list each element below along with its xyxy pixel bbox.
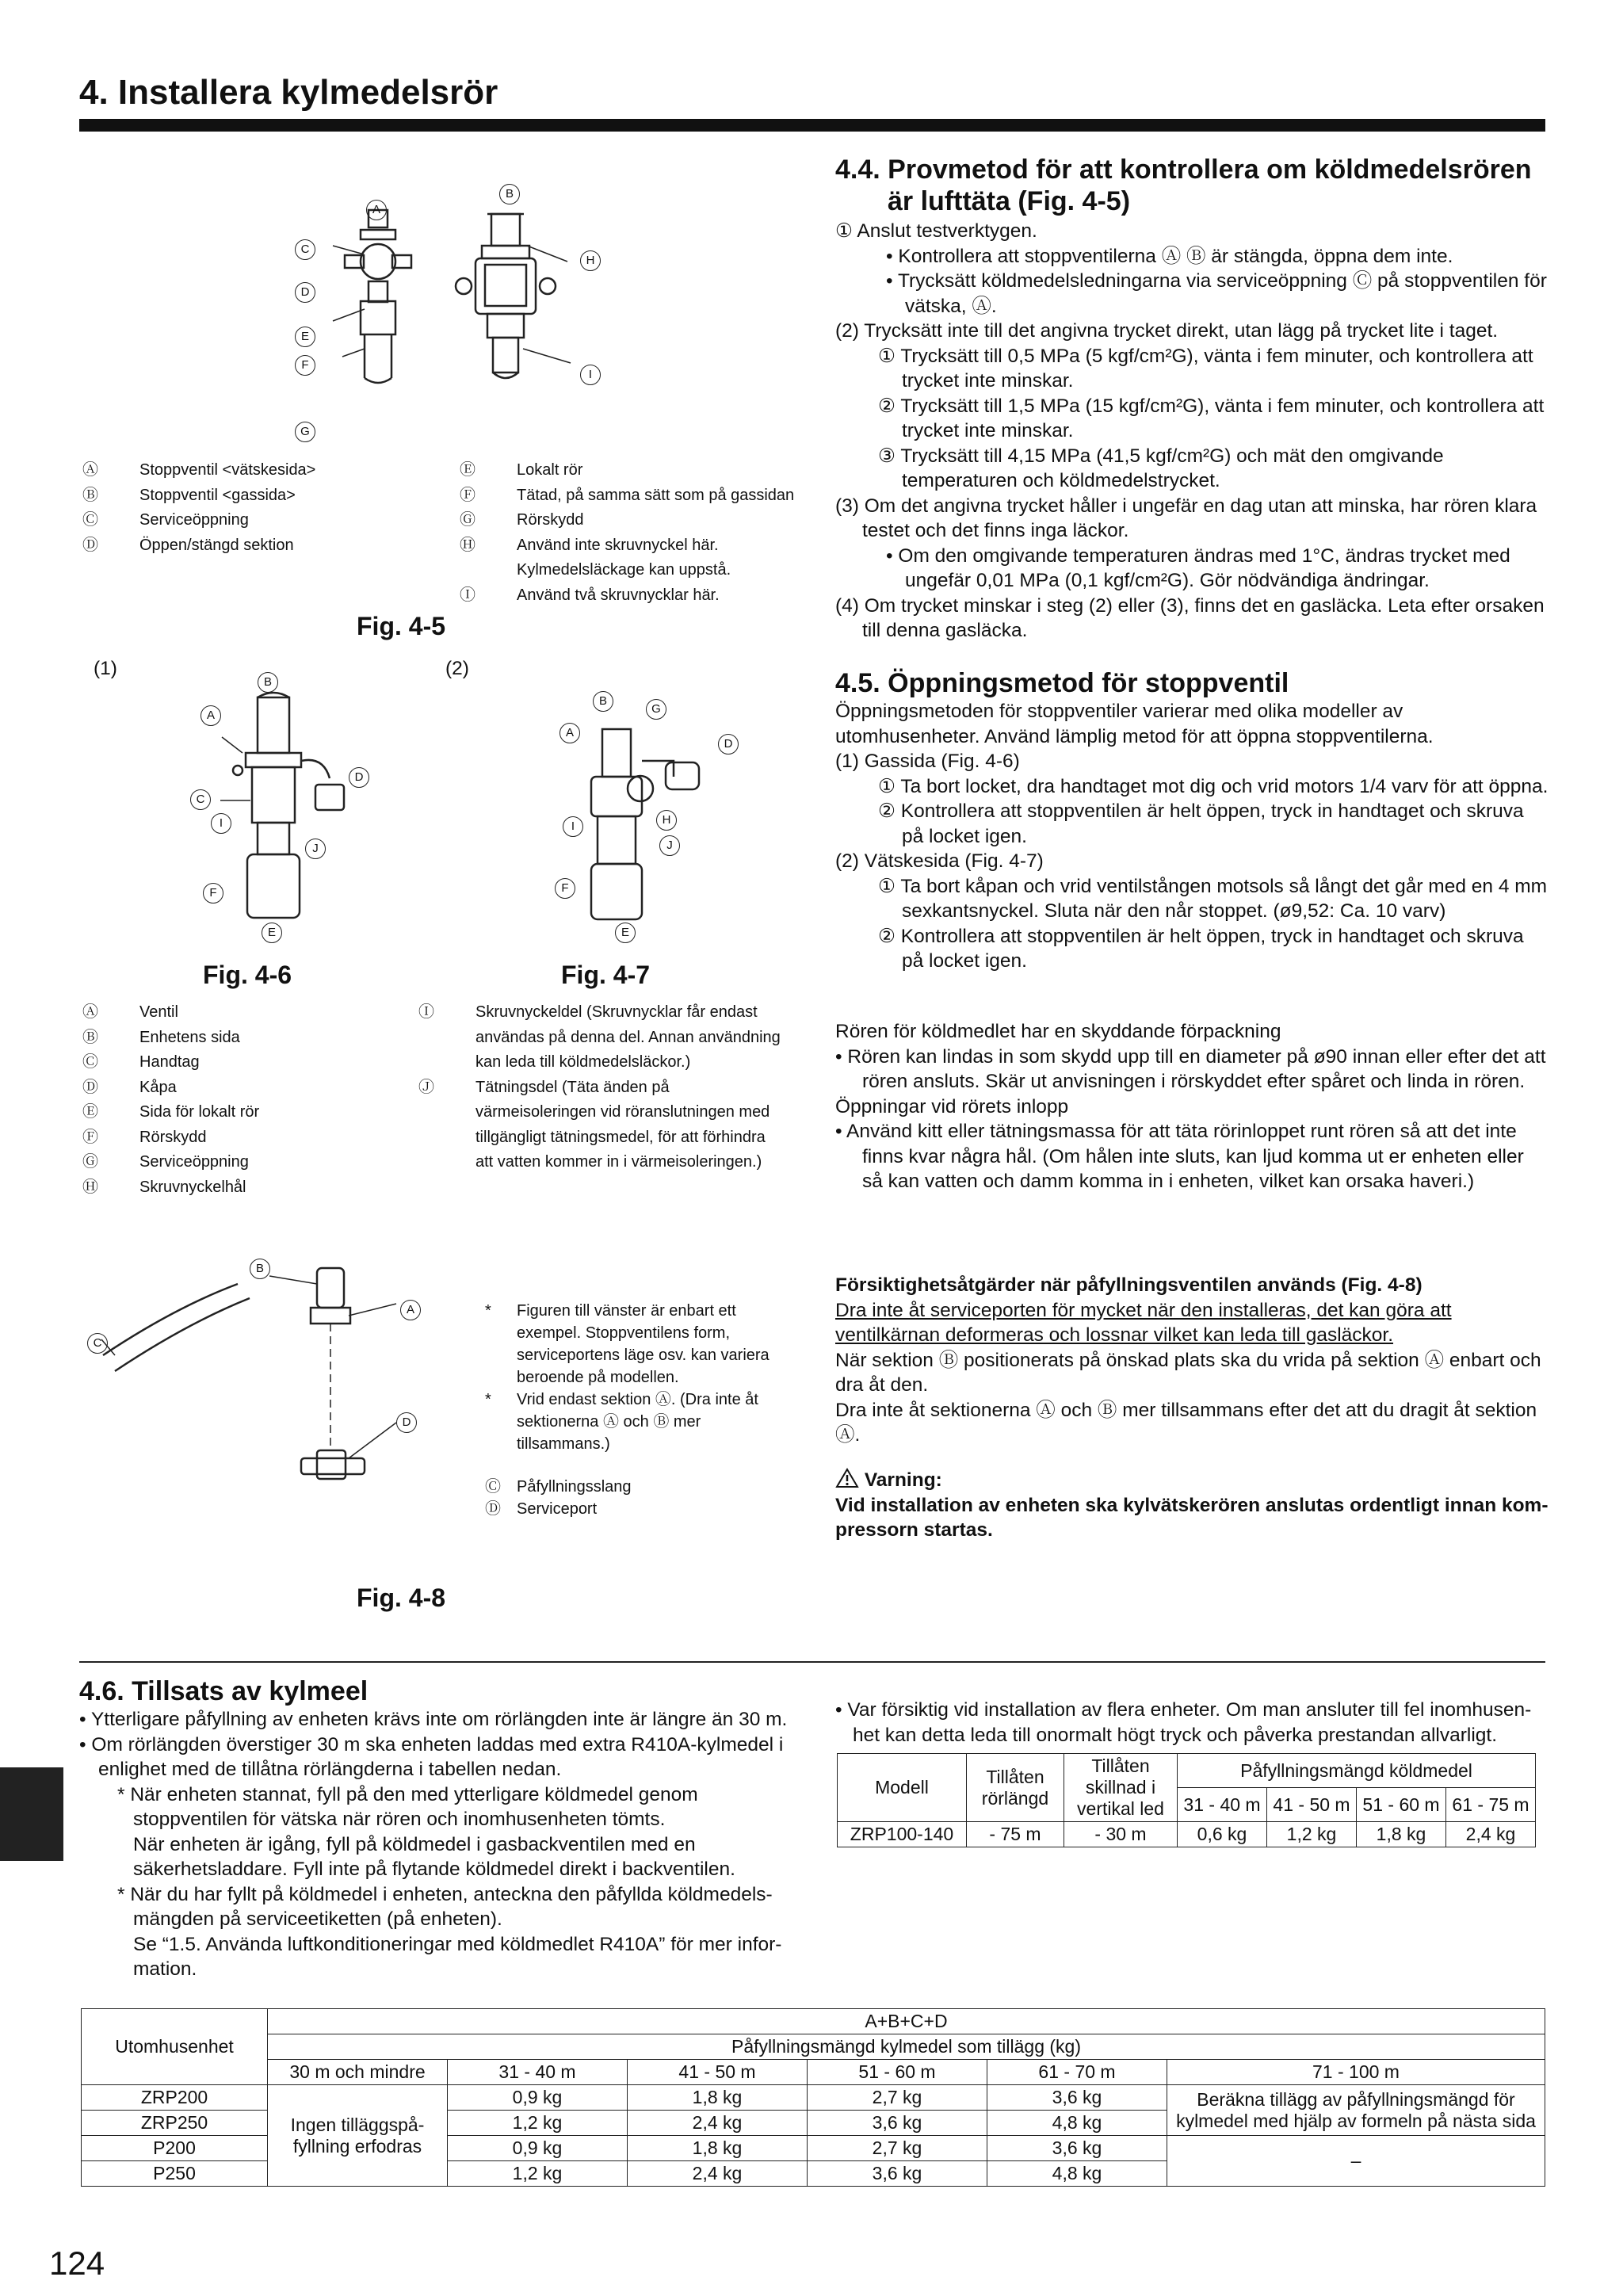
t2-cell: 4,8 kg [987,2111,1167,2136]
t2-cell-unit: P200 [82,2136,268,2161]
fig47-callout-b: B [593,691,613,712]
fig46-caption: Fig. 4-6 [203,961,292,989]
t2-cell: 3,6 kg [808,2161,987,2187]
fig47-callout-j: J [659,835,680,856]
fig48-callout-b: B [250,1259,270,1279]
table-row [82,2085,1545,2111]
fig45-callout-c: C [295,239,315,260]
header-rule [79,119,1545,132]
fig467-legend-right: Ⓘ Skruvnyckeldel (Skruvnycklar får endast användas på denna del. Annan användning kan leda till köldmedelsläckor.) Ⓙ Tätningsdel (Täta änden på värmeisoleringen vid röranslutningen med tillgängligt tätningsmedel, för att förhindra att vatten kommer in i värmeisoleringen.) [418,1003,781,1171]
fig46-callout-c: C [190,789,211,810]
fig45-callout-f: F [295,355,315,376]
t1-header-fill: Påfyllningsmängd köldmedel [1178,1754,1536,1788]
fig46-callout-e: E [262,923,282,943]
t2-cell: 4,8 kg [987,2161,1167,2187]
fig47-callout-d: D [718,734,739,755]
t2-cell: 3,6 kg [987,2136,1167,2161]
t1-cell: 2,4 kg [1446,1822,1536,1847]
fig45-legend-left: Ⓐ Stoppventil <vätskesida> Ⓑ Stoppventil <gassida> Ⓒ Serviceöppning Ⓓ Öppen/stängd sektion [82,461,316,554]
t1-cell: - 30 m [1064,1822,1178,1847]
t2-cell-unit: P250 [82,2161,268,2187]
t2-range: 31 - 40 m [448,2060,628,2085]
fig48-callout-d: D [396,1412,417,1433]
t2-range: 41 - 50 m [628,2060,808,2085]
t2-cell: 2,4 kg [628,2161,808,2187]
t2-header-fill: Påfyllningsmängd kylmedel som tillägg (kg) [268,2034,1545,2060]
fig46-callout-d: D [349,767,369,788]
fig47-callout-f: F [555,878,575,899]
fig47-number: (2) [445,658,469,679]
fig467-legend-left: Ⓐ Ventil Ⓑ Enhetens sida Ⓒ Handtag Ⓓ Kåpa Ⓔ Sida för lokalt rör Ⓕ Rörskydd Ⓖ Serviceöppning Ⓗ Skruvnyckelhål [82,1003,260,1196]
t2-cell: 1,2 kg [448,2111,628,2136]
fig46-callout-b: B [258,672,278,693]
t1-cell: 0,6 kg [1178,1822,1267,1847]
fig46-callout-a: A [200,705,221,726]
fig45-callout-d: D [295,282,315,303]
t2-cell: 3,6 kg [808,2111,987,2136]
fig45-callout-b: B [499,184,520,204]
fig48-caption: Fig. 4-8 [357,1584,446,1612]
t2-cell-no-fill: Ingen tilläggspåfyllning erfodras [268,2085,448,2187]
fig46-callout-f: F [203,883,223,904]
s45-heading: 4.5. Öppningsmetod för stoppventil [835,668,1289,698]
chapter-tab [0,1767,63,1861]
t2-cell: 1,8 kg [628,2136,808,2161]
t1-cell: ZRP100-140 [838,1822,967,1847]
s46-heading: 4.6. Tillsats av kylmeel [79,1676,369,1706]
s44-body: ① Anslut testverktygen. • Kontrollera att stoppventilerna Ⓐ Ⓑ är stängda, öppna dem inte. • Trycksätt köldmedelsledningarna via serviceöppning Ⓒ på stoppventilen för vätska, Ⓐ. (2) Trycksätt inte till det angivna trycket direkt, utan lägg på trycket lite i taget. ① Trycksätt till 0,5 MPa (5 kgf/cm²G), vänta i fem minuter, och kontrollera att trycket inte minskar. ② Trycksätt till 1,5 MPa (15 kgf/cm²G), vänta i fem minuter, och kontrollera att trycket inte minskar. ③ Trycksätt till 4,15 MPa (41,5 kgf/cm²G) och mät den omgivande temperaturen och köldmedelstrycket. (3) Om det angivna trycket håller i ungefär en dag utan att minska, har rören klara testet och det finns inga läckor. • Om den omgivande temperaturen ändras med 1°C, ändras trycket med ungefär 0,01 MPa (0,1 kgf/cm²G). Gör nödvändiga ändringar. (4) Om trycket minskar i steg (2) eller (3), finns det en gasläcka. Leta efter orsaken till denna gasläcka. [835,220,1547,641]
fig47-callout-i: I [563,816,583,837]
t2-cell: 2,7 kg [808,2085,987,2111]
t2-range: 51 - 60 m [808,2060,987,2085]
s44-heading: 4.4. Provmetod för att kontrollera om köldmedelsrören är lufttäta (Fig. 4-5) [835,155,1532,216]
fig45-caption: Fig. 4-5 [357,612,446,640]
warning-block: Varning: Vid installation av enheten ska kylvätskerören anslutas ordentligt innan kompressorn startas. [835,1469,1549,1541]
fig48-callout-c: C [87,1333,108,1354]
t2-cell: 2,7 kg [808,2136,987,2161]
fig45-callout-i: I [580,365,601,385]
fig45-illustration [285,182,634,444]
fig47-callout-e: E [615,923,636,943]
fig46-number: (1) [94,658,117,679]
fig47-callout-h: H [656,810,677,831]
charge-table-outdoor [81,2008,1545,2187]
fig46-callout-j: J [305,839,326,859]
t1-header-diff: Tillåten skillnad i vertikal led [1064,1754,1178,1822]
s46-right-note: • Var försiktig vid installation av flera enheter. Om man ansluter till fel inomhusenhet kan detta leda till onormalt högt tryck och påverka prestandan allvarligt. [835,1699,1532,1746]
t1-range: 61 - 75 m [1446,1788,1536,1822]
t2-cell-unit: ZRP200 [82,2085,268,2111]
fig48-illustration [79,1244,475,1514]
t2-cell: 0,9 kg [448,2136,628,2161]
s45-body-2: Rören för köldmedlet har en skyddande förpackning • Rören kan lindas in som skydd upp till en diameter på ø90 innan eller efter det att rören ansluts. Skär ut anvisningen i rörskyddet efter spåret och linda in rören. Öppningar vid rörets inlopp • Använd kitt eller tätningsmassa för att täta rörinloppet runt rören så att det inte finns kvar några hål. (Om hålen inte sluts, kan ljud komma ut er enheten eller så kan vatten och damm komma in i enheten, vilket kan orsaka haveri.) [835,1021,1546,1192]
fig47-callout-g: G [646,699,666,720]
caution-block: Försiktighetsåtgärder när påfyllningsventilen används (Fig. 4-8) Dra inte åt serviceporten för mycket när den installeras, det kan göra att ventilkärnan deformeras och lossnar vilket kan leda till gasläckor. När sektion Ⓑ positionerats på önskad plats ska du vrida på sektion Ⓐ enbart och dra åt den. Dra inte åt sektionerna Ⓐ och Ⓑ mer tillsammans efter det att du dragit åt sektion Ⓐ. [835,1274,1541,1446]
t1-range: 51 - 60 m [1357,1788,1446,1822]
t1-cell: 1,8 kg [1357,1822,1446,1847]
t2-range: 71 - 100 m [1167,2060,1545,2085]
t2-cell-dash: – [1167,2136,1545,2187]
t2-range: 61 - 70 m [987,2060,1167,2085]
fig46-callout-i: I [211,813,231,834]
fig48-callout-a: A [400,1300,421,1320]
fig45-callout-h: H [580,250,601,271]
t2-header-abcd: A+B+C+D [268,2009,1545,2034]
t2-cell: 0,9 kg [448,2085,628,2111]
fig48-notes: * Figuren till vänster är enbart ett exempel. Stoppventilens form, serviceportens läge osv. kan variera beroende på modellen. * Vrid endast sektion Ⓐ. (Dra inte åt sektionerna Ⓐ och Ⓑ mer tillsammans.) Ⓒ Påfyllningsslang Ⓓ Serviceport [485,1302,769,1518]
section-divider [79,1661,1545,1663]
t1-header-model: Modell [838,1754,967,1822]
t1-cell: - 75 m [967,1822,1064,1847]
t1-cell: 1,2 kg [1267,1822,1357,1847]
t2-header-unit: Utomhusenhet [82,2009,268,2085]
s46-left-body: • Ytterligare påfyllning av enheten krävs inte om rörlängden inte är längre än 30 m. • Om rörlängden överstiger 30 m ska enheten laddas med extra R410A-kylmedel i enlighet med de tillåtna rörlängderna i tabellen nedan. * När enheten stannat, fyll på den med ytterligare köldmedel genom stoppventilen för vätska när rören och inomhusenheten tömts. När enheten är igång, fyll på köldmedel i gasbackventilen med en säkerhetsladdare. Fyll inte på flytande köldmedel direkt i backventilen. * När du har fyllt på köldmedel i enheten, anteckna den påfyllda köldmedelsmängden på serviceetiketten (på enheten). Se “1.5. Använda luftkonditioneringar med köldmedlet R410A” för mer information. [79,1709,788,1980]
charge-table-model [837,1753,1536,1847]
fig45-legend-right: Ⓔ Lokalt rör Ⓕ Tätad, på samma sätt som på gassidan Ⓖ Rörskydd Ⓗ Använd inte skruvnyckel här. Kylmedelsläckage kan uppstå. Ⓘ Använd två skruvnycklar här. [460,461,795,604]
t2-cell: 2,4 kg [628,2111,808,2136]
warning-icon [835,1469,865,1491]
fig45-callout-g: G [295,422,315,442]
t1-range: 41 - 50 m [1267,1788,1357,1822]
t2-cell: 1,8 kg [628,2085,808,2111]
t1-header-length: Tillåten rörlängd [967,1754,1064,1822]
fig47-caption: Fig. 4-7 [561,961,651,989]
t2-range: 30 m och mindre [268,2060,448,2085]
page-title: 4. Installera kylmedelsrör [79,73,498,112]
table-row [838,1822,1536,1847]
fig45-callout-a: A [366,200,387,220]
t1-range: 31 - 40 m [1178,1788,1267,1822]
t2-cell: 1,2 kg [448,2161,628,2187]
t2-cell-unit: ZRP250 [82,2111,268,2136]
fig47-callout-a: A [559,723,580,743]
fig45-callout-e: E [295,327,315,347]
t2-cell-calc: Beräkna tillägg av påfyllningsmängd för kylmedel med hjälp av formeln på nästa sida [1167,2085,1545,2136]
t2-cell: 3,6 kg [987,2085,1167,2111]
page-number: 124 [49,2244,105,2282]
s45-body: Öppningsmetoden för stoppventiler varierar med olika modeller av utomhusenheter. Använd lämplig metod för att öppna stoppventilerna. (1) Gassida (Fig. 4-6) ① Ta bort locket, dra handtaget mot dig och vrid motors 1/4 varv för att öppna. ② Kontrollera att stoppventilen är helt öppen, tryck in handtaget och skruva på locket igen. (2) Vätskesida (Fig. 4-7) ① Ta bort kåpan och vrid ventilstången motsols så långt det går med en 4 mm sexkantsnyckel. Sluta när den når stoppet. (ø9,52: Ca. 10 varv) ② Kontrollera att stoppventilen är helt öppen, tryck in handtaget och skruva på locket igen. [835,701,1549,972]
